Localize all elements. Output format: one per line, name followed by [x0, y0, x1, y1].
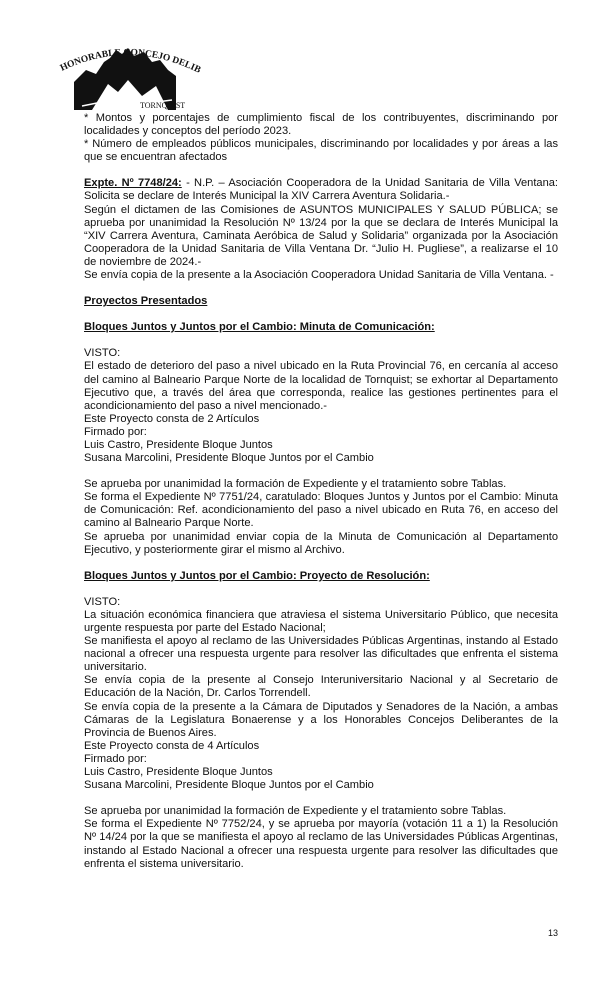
expte-intro: - N.P. – Asociación Cooperadora de la Unidad Sanitaria de Villa Ventana: Solicita se declare de Interés Municipal la XIV Carrera Aventura Solidaria.- [84, 177, 558, 203]
logo-text-bottom: TORNQUIST [140, 101, 186, 110]
articulos-count: Este Proyecto consta de 2 Artículos [84, 412, 260, 425]
minuta-body: El estado de deterioro del paso a nivel ubicado en la Ruta Provincial 76, en cercanía al acceso del camino al Balneario Parque Norte de la localidad de Tornquist; se exhortar al Departamento Ejecutivo que, a través del área que corresponda, realice las gestiones pertinentes para el acondicionamiento del paso a nivel mencionado.- [84, 360, 558, 412]
minuta-heading: Bloques Juntos y Juntos por el Cambio: Minuta de Comunicación: [84, 321, 435, 334]
council-logo [52, 40, 202, 112]
section-title: Proyectos Presentados [84, 295, 208, 308]
signer: Luis Castro, Presidente Bloque Juntos [84, 766, 273, 779]
visto-label: VISTO: [84, 347, 121, 360]
resolution-line: Se aprueba por unanimidad enviar copia de la Minuta de Comunicación al Departamento Ejecutivo, y posteriormente girar el mismo al Archivo. [84, 530, 558, 556]
firmado-label: Firmado por: [84, 752, 147, 765]
articulos-count: Este Proyecto consta de 4 Artículos [84, 739, 260, 752]
resolucion-body: Se envía copia de la presente al Consejo Interuniversitario Nacional y al Secretario de Educación de la Nación, Dr. Carlos Torrendell. [84, 674, 558, 700]
bullet-item: * Número de empleados públicos municipales, discriminando por localidades y por áreas a las que se encuentran afectados [84, 138, 558, 164]
signer: Susana Marcolini, Presidente Bloque Juntos por el Cambio [84, 779, 374, 792]
page-number: 13 [548, 928, 559, 938]
signer: Susana Marcolini, Presidente Bloque Juntos por el Cambio [84, 452, 374, 465]
signer: Luis Castro, Presidente Bloque Juntos [84, 438, 273, 451]
resolution-line: Se aprueba por unanimidad la formación de Expediente y el tratamiento sobre Tablas. [84, 478, 507, 491]
document-body [84, 112, 558, 871]
firmado-label: Firmado por: [84, 425, 147, 438]
expte-copia: Se envía copia de la presente a la Asociación Cooperadora Unidad Sanitaria de Villa Ventana. - [84, 269, 554, 282]
visto-label: VISTO: [84, 595, 121, 608]
expte-number: Expte. Nº 7748/24: [84, 177, 182, 190]
resolution-line: Se forma el Expediente Nº 7751/24, caratulado: Bloques Juntos y Juntos por el Cambio: Minuta de Comunicación: Ref. acondicionamiento del paso a nivel ubicado en Ruta 76, en acceso del camino al Balneario Parque Norte. [84, 491, 558, 530]
bullet-item: * Montos y porcentajes de cumplimiento fiscal de los contribuyentes, discriminando por localidades y conceptos del período 2023. [84, 112, 558, 138]
logo-text-top: HONORABLE CONCEJO DELIB [58, 47, 202, 76]
expte-dictamen: Según el dictamen de las Comisiones de ASUNTOS MUNICIPALES Y SALUD PÚBLICA; se aprueba por unanimidad la Resolución Nº 13/24 por la que se declara de Interés Municipal la “XIV Carrera Aventura, Caminata Aeróbica de Salud y Solidaria” organizada por la Asociación Cooperadora de la Unidad Sanitaria de Villa Ventana Dr. “Julio H. Pugliese”, a realizarse el 10 de noviembre de 2024.- [84, 203, 558, 268]
expte-7748-paragraph [84, 177, 558, 203]
resolution-line: Se aprueba por unanimidad la formación de Expediente y el tratamiento sobre Tablas. [84, 805, 507, 818]
resolucion-body: La situación económica financiera que atraviesa el sistema Universitario Público, que necesita urgente respuesta por parte del Estado Nacional; [84, 608, 558, 634]
resolucion-heading: Bloques Juntos y Juntos por el Cambio: Proyecto de Resolución: [84, 569, 430, 582]
resolucion-body: Se manifiesta el apoyo al reclamo de las Universidades Públicas Argentinas, instando al Estado nacional a ofrecer una respuesta urgente para resolver las dificultades que enfrenta el sistema universitario. [84, 635, 558, 674]
resolucion-body: Se envía copia de la presente a la Cámara de Diputados y Senadores de la Nación, a ambas Cámaras de la Legislatura Bonaerense y a los Honorables Concejos Deliberantes de la Provincia de Buenos Aires. [84, 700, 558, 739]
resolution-line: Se forma el Expediente Nº 7752/24, y se aprueba por mayoría (votación 11 a 1) la Resolución Nº 14/24 por la que se manifiesta el apoyo al reclamo de las Universidades Públicas Argentinas, instando al Estado Nacional a ofrecer una respuesta urgente para resolver las dificultades que enfrenta el sistema universitario. [84, 818, 558, 870]
